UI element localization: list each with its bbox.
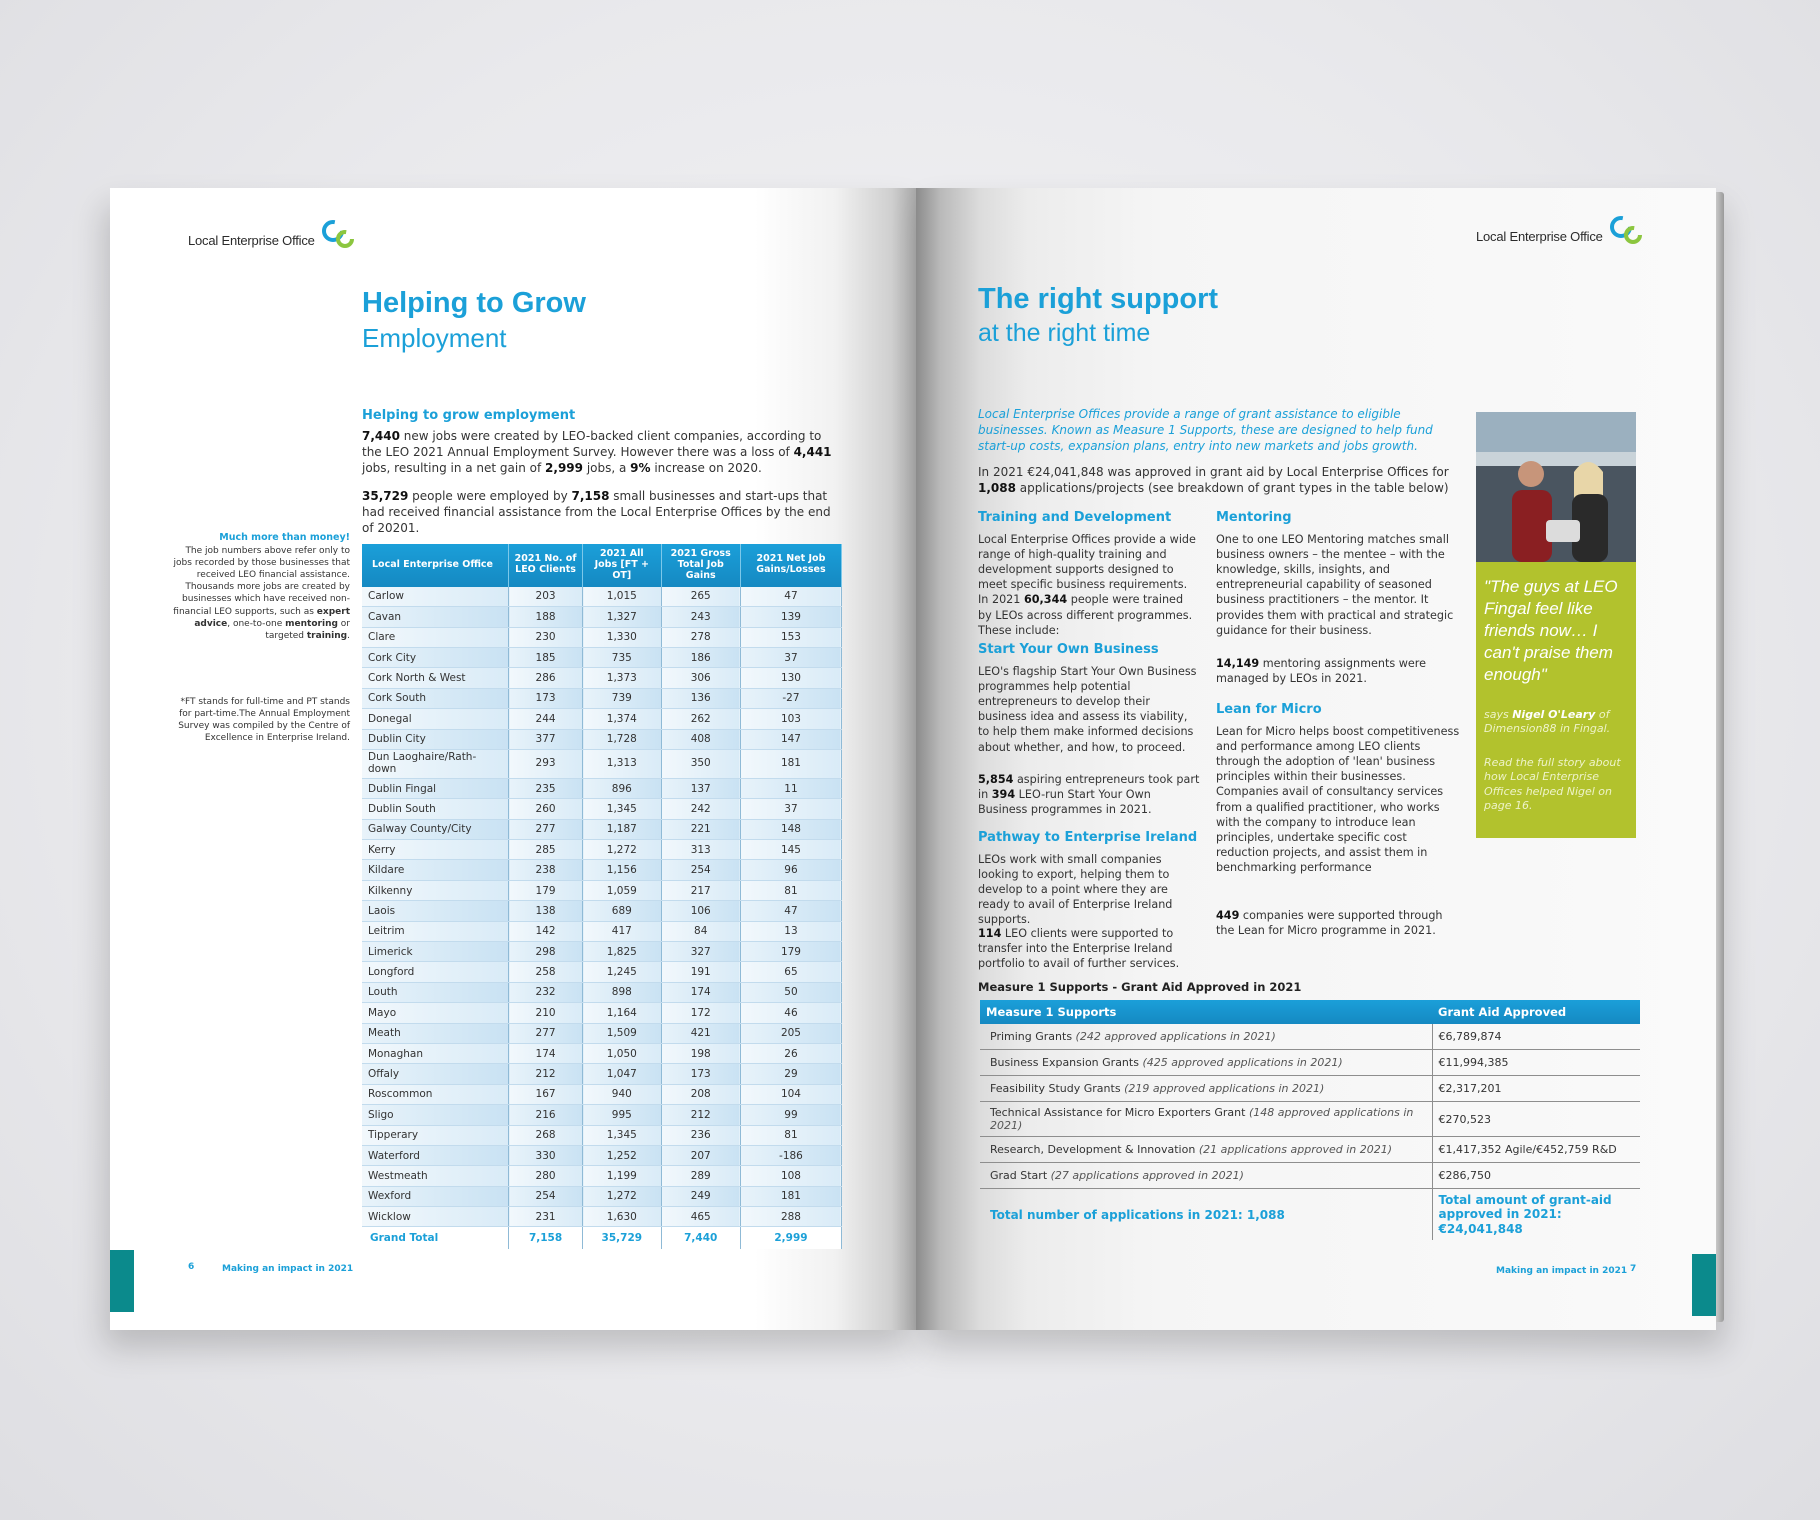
- value-cell: 1,330: [583, 627, 661, 647]
- grant-table: [980, 1000, 1640, 1240]
- total-cell: 2,999: [740, 1227, 841, 1250]
- grant-header-supports: Measure 1 Supports: [980, 1000, 1432, 1024]
- sidenote-money: Much more than money! The job numbers above refer only to jobs recorded by those businesses that received LEO financial assistance. Thousands more jobs are created by businesses which have received non-financial LEO supports, such as expert advice, one-to-one mentoring or targeted training.: [173, 532, 350, 641]
- grant-type-name: Priming Grants: [990, 1030, 1073, 1043]
- office-name-cell: Carlow: [362, 587, 509, 607]
- testimonial-quote: "The guys at LEO Fingal feel like friends now… I can't praise them enough": [1484, 577, 1618, 685]
- office-name-cell: Mayo: [362, 1003, 509, 1023]
- table-row: [362, 627, 842, 647]
- office-name-cell: Donegal: [362, 709, 509, 729]
- office-name-cell: Offaly: [362, 1064, 509, 1084]
- value-cell: 108: [740, 1166, 841, 1186]
- office-name-cell: Cork City: [362, 647, 509, 667]
- table-row: [362, 1043, 842, 1063]
- office-name-cell: Cork North & West: [362, 668, 509, 688]
- office-name-cell: Louth: [362, 982, 509, 1002]
- training-heading: Training and Development: [978, 510, 1172, 525]
- table-row: [362, 982, 842, 1002]
- value-cell: 210: [509, 1003, 583, 1023]
- office-name-cell: Cavan: [362, 607, 509, 627]
- grant-amount-cell: €11,994,385: [1432, 1050, 1640, 1076]
- sidenote-ft-pt: *FT stands for full-time and PT stands for part-time.The Annual Employment Survey was compiled by the Centre of Excellence in Enterprise Ireland.: [178, 697, 350, 744]
- office-name-cell: Clare: [362, 627, 509, 647]
- value-cell: 47: [740, 587, 841, 607]
- value-cell: 1,059: [583, 880, 661, 900]
- grant-amount-cell: €1,417,352 Agile/€452,759 R&D: [1432, 1137, 1640, 1163]
- office-name-cell: Leitrim: [362, 921, 509, 941]
- grand-total-row: [362, 1227, 842, 1250]
- pathway-stat: 114 LEO clients were supported to transfer into the Enterprise Ireland portfolio to avail of further services.: [978, 927, 1180, 971]
- value-cell: 243: [661, 607, 740, 627]
- value-cell: 293: [509, 749, 583, 778]
- training-paragraph: Local Enterprise Offices provide a wide range of high-quality training and development supports designed to meet specific business requirements. In 2021 60,344 people were trained by LEOs across different programmes. These include:: [978, 533, 1196, 637]
- total-cell: Grand Total: [362, 1227, 509, 1250]
- grant-type-cell: [980, 1102, 1432, 1137]
- value-cell: 377: [509, 729, 583, 749]
- value-cell: 465: [661, 1207, 740, 1227]
- table-header-cell: 2021 All Jobs [FT + OT]: [583, 544, 661, 587]
- value-cell: 1,164: [583, 1003, 661, 1023]
- value-cell: 136: [661, 688, 740, 708]
- office-name-cell: Cork South: [362, 688, 509, 708]
- value-cell: 313: [661, 840, 740, 860]
- grant-amount-cell: €286,750: [1432, 1163, 1640, 1189]
- table-row: [362, 1125, 842, 1145]
- page-title: The right support: [978, 283, 1219, 315]
- grant-amount-cell: €6,789,874: [1432, 1024, 1640, 1050]
- value-cell: 208: [661, 1084, 740, 1104]
- value-cell: 286: [509, 668, 583, 688]
- value-cell: 203: [509, 587, 583, 607]
- value-cell: 142: [509, 921, 583, 941]
- value-cell: 306: [661, 668, 740, 688]
- table-row: [362, 749, 842, 778]
- page-number: 6: [188, 1262, 195, 1272]
- office-name-cell: Wexford: [362, 1186, 509, 1206]
- testimonial-attribution: says Nigel O'Leary of Dimension88 in Fingal.: [1484, 708, 1611, 736]
- office-name-cell: Tipperary: [362, 1125, 509, 1145]
- grant-header-row: [980, 1000, 1640, 1024]
- value-cell: 242: [661, 799, 740, 819]
- grant-type-name: Technical Assistance for Micro Exporters Grant: [990, 1106, 1246, 1119]
- value-cell: 179: [740, 942, 841, 962]
- value-cell: 238: [509, 860, 583, 880]
- value-cell: 1,373: [583, 668, 661, 688]
- value-cell: 81: [740, 880, 841, 900]
- value-cell: 1,728: [583, 729, 661, 749]
- testimonial-box: [1476, 562, 1636, 838]
- value-cell: 739: [583, 688, 661, 708]
- footer-bar: [1692, 1254, 1716, 1316]
- table-row: [362, 962, 842, 982]
- value-cell: 29: [740, 1064, 841, 1084]
- value-cell: 185: [509, 647, 583, 667]
- table-row: [362, 880, 842, 900]
- value-cell: 327: [661, 942, 740, 962]
- office-name-cell: Waterford: [362, 1145, 509, 1165]
- value-cell: 235: [509, 778, 583, 798]
- value-cell: 173: [661, 1064, 740, 1084]
- value-cell: 735: [583, 647, 661, 667]
- grant-row: [980, 1137, 1640, 1163]
- value-cell: 174: [509, 1043, 583, 1063]
- value-cell: 1,187: [583, 819, 661, 839]
- value-cell: -27: [740, 688, 841, 708]
- grant-type-note: (21 applications approved in 2021): [1198, 1143, 1393, 1156]
- value-cell: 11: [740, 778, 841, 798]
- value-cell: 298: [509, 942, 583, 962]
- testimonial-read-more: Read the full story about how Local Enterprise Offices helped Nigel on page 16.: [1484, 756, 1621, 812]
- value-cell: 278: [661, 627, 740, 647]
- value-cell: 1,272: [583, 840, 661, 860]
- table-row: [362, 1186, 842, 1206]
- office-name-cell: Longford: [362, 962, 509, 982]
- pathway-paragraph: LEOs work with small companies looking to export, helping them to develop to a point where they are ready to avail of Enterprise Ireland supports.: [978, 853, 1173, 927]
- office-name-cell: Westmeath: [362, 1166, 509, 1186]
- value-cell: 289: [661, 1166, 740, 1186]
- value-cell: 216: [509, 1105, 583, 1125]
- grant-row: [980, 1050, 1640, 1076]
- mentoring-heading: Mentoring: [1216, 510, 1292, 525]
- value-cell: 205: [740, 1023, 841, 1043]
- grant-total-applications: Total number of applications in 2021: 1,088: [990, 1207, 1285, 1222]
- value-cell: 1,272: [583, 1186, 661, 1206]
- grant-type-name: Feasibility Study Grants: [990, 1082, 1121, 1095]
- value-cell: 285: [509, 840, 583, 860]
- grant-row: [980, 1163, 1640, 1189]
- grant-type-name: Business Expansion Grants: [990, 1056, 1139, 1069]
- table-row: [362, 1003, 842, 1023]
- table-row: [362, 860, 842, 880]
- table-row: [362, 901, 842, 921]
- grant-total-amount: Total amount of grant-aid approved in 2021: €24,041,848: [1432, 1189, 1640, 1241]
- table-row: [362, 778, 842, 798]
- testimonial-photo: [1476, 412, 1636, 562]
- value-cell: 1,327: [583, 607, 661, 627]
- value-cell: 1,245: [583, 962, 661, 982]
- grant-header-amount: Grant Aid Approved: [1432, 1000, 1640, 1024]
- value-cell: 940: [583, 1084, 661, 1104]
- table-row: [362, 607, 842, 627]
- table-row: [362, 1207, 842, 1227]
- value-cell: 330: [509, 1145, 583, 1165]
- left-page: [110, 188, 916, 1330]
- value-cell: 212: [509, 1064, 583, 1084]
- footer-label: Making an impact in 2021: [222, 1264, 354, 1274]
- table-row: [362, 819, 842, 839]
- value-cell: 137: [661, 778, 740, 798]
- value-cell: 689: [583, 901, 661, 921]
- value-cell: 995: [583, 1105, 661, 1125]
- office-name-cell: Meath: [362, 1023, 509, 1043]
- value-cell: 47: [740, 901, 841, 921]
- office-name-cell: Kilkenny: [362, 880, 509, 900]
- grant-type-cell: [980, 1163, 1432, 1189]
- office-name-cell: Dublin City: [362, 729, 509, 749]
- grant-type-note: (148 approved applications in 2021): [990, 1106, 1414, 1132]
- footer-label: Making an impact in 2021: [1496, 1266, 1628, 1276]
- value-cell: 13: [740, 921, 841, 941]
- page-subtitle: Employment: [362, 323, 507, 353]
- value-cell: 231: [509, 1207, 583, 1227]
- mentoring-stat: 14,149 mentoring assignments were managed by LEOs in 2021.: [1216, 657, 1427, 686]
- left-logo: [188, 218, 359, 252]
- value-cell: 421: [661, 1023, 740, 1043]
- page-stack-edge: [1716, 192, 1724, 1322]
- office-name-cell: Limerick: [362, 942, 509, 962]
- value-cell: 1,345: [583, 799, 661, 819]
- table-row: [362, 647, 842, 667]
- grant-type-name: Grad Start: [990, 1169, 1048, 1182]
- value-cell: 217: [661, 880, 740, 900]
- value-cell: 188: [509, 607, 583, 627]
- value-cell: 103: [740, 709, 841, 729]
- value-cell: 277: [509, 1023, 583, 1043]
- value-cell: 139: [740, 607, 841, 627]
- lean-paragraph: Lean for Micro helps boost competitiveness and performance among LEO clients through the adoption of 'lean' business principles within their businesses. Companies avail of consultancy services from a qualified practitioner, who works with the company to introduce lean principles, undertake specific cost reduction projects, and assist them in benchmarking performance: [1216, 725, 1460, 874]
- table-header-cell: Local Enterprise Office: [362, 544, 509, 587]
- office-name-cell: Galway County/City: [362, 819, 509, 839]
- table-row: [362, 799, 842, 819]
- value-cell: 277: [509, 819, 583, 839]
- value-cell: 147: [740, 729, 841, 749]
- syob-paragraph: LEO's flagship Start Your Own Business programmes help potential entrepreneurs to develop their business idea and assess its viability, to help them make informed decisions about whether, and how, to proceed.: [978, 665, 1197, 754]
- employment-paragraph: 35,729 people were employed by 7,158 small businesses and start-ups that had received financial assistance from the Local Enterprise Offices by the end of 20201.: [362, 489, 831, 536]
- grant-amount-cell: €270,523: [1432, 1102, 1640, 1137]
- page-title: Helping to Grow: [362, 287, 586, 319]
- photo-illustration: [1476, 412, 1636, 562]
- value-cell: 254: [509, 1186, 583, 1206]
- grant-body: [980, 1024, 1640, 1189]
- total-cell: 35,729: [583, 1227, 661, 1250]
- value-cell: 104: [740, 1084, 841, 1104]
- table-row: [362, 688, 842, 708]
- value-cell: 145: [740, 840, 841, 860]
- office-name-cell: Sligo: [362, 1105, 509, 1125]
- value-cell: 50: [740, 982, 841, 1002]
- pathway-heading: Pathway to Enterprise Ireland: [978, 830, 1198, 845]
- table-row: [362, 1084, 842, 1104]
- office-name-cell: Monaghan: [362, 1043, 509, 1063]
- value-cell: 191: [661, 962, 740, 982]
- value-cell: 1,156: [583, 860, 661, 880]
- table-row: [362, 921, 842, 941]
- value-cell: 138: [509, 901, 583, 921]
- table-header-row: [362, 544, 842, 587]
- page-number: 7: [1630, 1264, 1637, 1274]
- grant-row: [980, 1024, 1640, 1050]
- grant-intro-italic: Local Enterprise Offices provide a range of grant assistance to eligible businesses. Known as Measure 1 Supports, these are designed to help fund start-up costs, expansion plans, entry into new markets and jobs growth.: [978, 407, 1433, 454]
- grant-type-cell: [980, 1024, 1432, 1050]
- value-cell: 230: [509, 627, 583, 647]
- value-cell: 130: [740, 668, 841, 688]
- value-cell: 1,050: [583, 1043, 661, 1063]
- grant-type-cell: [980, 1050, 1432, 1076]
- value-cell: 258: [509, 962, 583, 982]
- value-cell: 232: [509, 982, 583, 1002]
- value-cell: 212: [661, 1105, 740, 1125]
- table-row: [362, 840, 842, 860]
- grant-type-name: Research, Development & Innovation: [990, 1143, 1196, 1156]
- value-cell: 1,509: [583, 1023, 661, 1043]
- grant-summary: In 2021 €24,041,848 was approved in grant aid by Local Enterprise Offices for 1,088 applications/projects (see breakdown of grant types in the table below): [978, 465, 1449, 496]
- value-cell: 280: [509, 1166, 583, 1186]
- value-cell: 148: [740, 819, 841, 839]
- total-cell: 7,158: [509, 1227, 583, 1250]
- logo-text: Local Enterprise Office: [1476, 229, 1603, 244]
- value-cell: 896: [583, 778, 661, 798]
- value-cell: 249: [661, 1186, 740, 1206]
- value-cell: 1,313: [583, 749, 661, 778]
- grant-table-title: Measure 1 Supports - Grant Aid Approved in 2021: [978, 980, 1302, 994]
- value-cell: 37: [740, 647, 841, 667]
- section-heading: Helping to grow employment: [362, 408, 576, 423]
- value-cell: 260: [509, 799, 583, 819]
- value-cell: 65: [740, 962, 841, 982]
- grant-type-note: (27 applications approved in 2021): [1050, 1169, 1244, 1182]
- mentoring-paragraph: One to one LEO Mentoring matches small business owners – the mentee – with the knowledge, skills, insights, and entrepreneurial capability of seasoned business practitioners – the mentor. It provides them with practical and strategic guidance for their business.: [1216, 533, 1454, 637]
- value-cell: 207: [661, 1145, 740, 1165]
- value-cell: 81: [740, 1125, 841, 1145]
- value-cell: 408: [661, 729, 740, 749]
- office-name-cell: Wicklow: [362, 1207, 509, 1227]
- office-name-cell: Roscommon: [362, 1084, 509, 1104]
- value-cell: 198: [661, 1043, 740, 1063]
- table-row: [362, 942, 842, 962]
- value-cell: 1,047: [583, 1064, 661, 1084]
- syob-heading: Start Your Own Business: [978, 642, 1159, 657]
- table-row: [362, 668, 842, 688]
- office-name-cell: Laois: [362, 901, 509, 921]
- table-header-cell: 2021 No. of LEO Clients: [509, 544, 583, 587]
- value-cell: 1,374: [583, 709, 661, 729]
- value-cell: 37: [740, 799, 841, 819]
- value-cell: 106: [661, 901, 740, 921]
- value-cell: 181: [740, 749, 841, 778]
- value-cell: -186: [740, 1145, 841, 1165]
- grant-type-cell: [980, 1137, 1432, 1163]
- table-row: [362, 1105, 842, 1125]
- value-cell: 173: [509, 688, 583, 708]
- value-cell: 262: [661, 709, 740, 729]
- grant-type-note: (242 approved applications in 2021): [1075, 1030, 1276, 1043]
- value-cell: 174: [661, 982, 740, 1002]
- value-cell: 898: [583, 982, 661, 1002]
- value-cell: 288: [740, 1207, 841, 1227]
- table-row: [362, 729, 842, 749]
- value-cell: 417: [583, 921, 661, 941]
- value-cell: 181: [740, 1186, 841, 1206]
- value-cell: 1,825: [583, 942, 661, 962]
- office-name-cell: Kildare: [362, 860, 509, 880]
- lean-heading: Lean for Micro: [1216, 702, 1322, 717]
- value-cell: 167: [509, 1084, 583, 1104]
- value-cell: 172: [661, 1003, 740, 1023]
- grant-row: [980, 1102, 1640, 1137]
- right-page: [916, 188, 1716, 1330]
- right-logo: [1476, 214, 1647, 248]
- grant-total-row: [980, 1189, 1640, 1241]
- value-cell: 221: [661, 819, 740, 839]
- lean-stat: 449 companies were supported through the Lean for Micro programme in 2021.: [1216, 909, 1443, 938]
- table-row: [362, 587, 842, 607]
- value-cell: 1,199: [583, 1166, 661, 1186]
- page-subtitle: at the right time: [978, 319, 1151, 347]
- table-header-cell: 2021 Gross Total Job Gains: [661, 544, 740, 587]
- table-row: [362, 1023, 842, 1043]
- total-cell: 7,440: [661, 1227, 740, 1250]
- grant-amount-cell: €2,317,201: [1432, 1076, 1640, 1102]
- office-name-cell: Dublin Fingal: [362, 778, 509, 798]
- value-cell: 236: [661, 1125, 740, 1145]
- value-cell: 186: [661, 647, 740, 667]
- value-cell: 265: [661, 587, 740, 607]
- value-cell: 1,015: [583, 587, 661, 607]
- footer-bar: [110, 1250, 134, 1312]
- value-cell: 244: [509, 709, 583, 729]
- value-cell: 1,345: [583, 1125, 661, 1145]
- office-name-cell: Dublin South: [362, 799, 509, 819]
- value-cell: 179: [509, 880, 583, 900]
- grant-type-note: (425 approved applications in 2021): [1142, 1056, 1343, 1069]
- office-name-cell: Kerry: [362, 840, 509, 860]
- table-row: [362, 1145, 842, 1165]
- value-cell: 46: [740, 1003, 841, 1023]
- value-cell: 350: [661, 749, 740, 778]
- table-row: [362, 709, 842, 729]
- table-header-cell: 2021 Net Job Gains/Losses: [740, 544, 841, 587]
- leo-logo-icon: [319, 218, 359, 252]
- syob-stat: 5,854 aspiring entrepreneurs took part in 394 LEO-run Start Your Own Business programmes in 2021.: [978, 773, 1200, 817]
- table-row: [362, 1064, 842, 1084]
- value-cell: 96: [740, 860, 841, 880]
- employment-table: [362, 544, 842, 1249]
- value-cell: 153: [740, 627, 841, 647]
- table-row: [362, 1166, 842, 1186]
- grant-type-note: (219 approved applications in 2021): [1124, 1082, 1325, 1095]
- value-cell: 99: [740, 1105, 841, 1125]
- intro-paragraph: 7,440 new jobs were created by LEO-backed client companies, according to the LEO 2021 Annual Employment Survey. However there was a loss of 4,441 jobs, resulting in a net gain of 2,999 jobs, a 9% increase on 2020.: [362, 429, 832, 476]
- value-cell: 268: [509, 1125, 583, 1145]
- logo-text: Local Enterprise Office: [188, 233, 315, 248]
- value-cell: 84: [661, 921, 740, 941]
- leo-logo-icon: [1607, 214, 1647, 248]
- table-body: [362, 587, 842, 1250]
- grant-row: [980, 1076, 1640, 1102]
- office-name-cell: Dun Laoghaire/Rath-down: [362, 749, 509, 778]
- value-cell: 1,252: [583, 1145, 661, 1165]
- value-cell: 26: [740, 1043, 841, 1063]
- value-cell: 254: [661, 860, 740, 880]
- value-cell: 1,630: [583, 1207, 661, 1227]
- grant-type-cell: [980, 1076, 1432, 1102]
